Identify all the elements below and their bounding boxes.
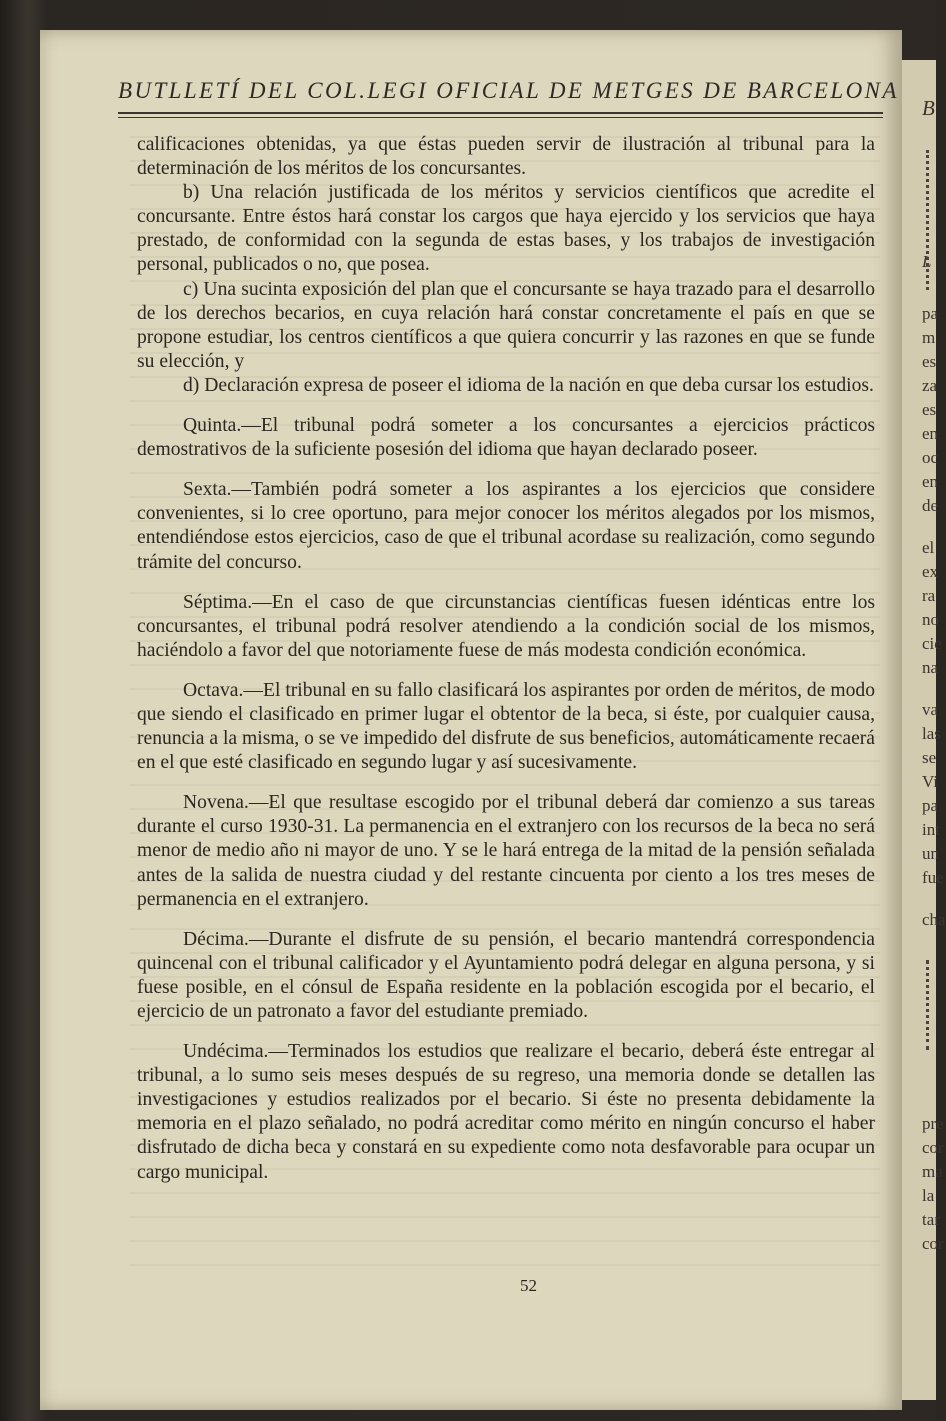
adjacent-page-fragment: ex <box>922 562 939 581</box>
paragraph-item-d: d) Declaración expresa de poseer el idioma de la nación en que deba cursar los estudios. <box>183 374 874 396</box>
paragraph-novena: Novena.—El que resultase escogido por el tribunal deberá dar comienzo a sus tareas durante el curso 1930-31. La permanencia en el extranjero con los recursos de la beca no será menor de medio año ni mayor de uno. Y se le hará entrega de la mitad de la pensión señalada antes de la salida de nuestra ciudad y del restante cincuenta por ciento a los tres meses de permanencia en el extranjero. <box>137 792 875 910</box>
paragraph-octava: Octava.—El tribunal en su fallo clasificará los aspirantes por orden de méritos, de modo que siendo el clasificado en primer lugar el obtentor de la beca, si éste, por cualquier causa, renuncia a la misma, o se ve impedido del disfrute de sus beneficios, automáticamente recaerá en el que esté clasificado en segundo lugar y así sucesivamente. <box>137 679 875 774</box>
adjacent-page-fragment: las <box>922 724 941 743</box>
paragraph-sexta: Sexta.—También podrá someter a los aspirantes a los ejercicios que considere convenientes, si lo cree oportuno, para mejor conocer los méritos alegados por los mismos, entendiéndose estos ejercicios, caso de que el tribunal acordase su realización, como segundo trámite del concurso. <box>137 479 875 573</box>
header-rule-thin <box>118 117 883 118</box>
paragraph-undecima: Undécima.—Terminados los estudios que realizare el becario, deberá éste entregar al tribunal, a lo sumo seis meses después de su regreso, una memoria donde se detallen las investigaciones y estudios realizados por el becario. Si éste no presenta debidamente la memoria en el plazo señalado, no podrá acreditar como mérito en ningún concurso el haber disfrutado de dicha beca y constará en su expediente como nota desfavorable para ocupar un cargo municipal. <box>137 1041 875 1183</box>
adjacent-page-fragment: fue <box>922 868 944 887</box>
paragraph-decima: Décima.—Durante el disfrute de su pensión, el becario mantendrá correspondencia quincenal con el tribunal calificador y el Ayuntamiento podrá delegar en alguna persona, y si fuese posible, en el cónsul de España residente en la población escogida por el becario, el ejercicio de un patronato a favor del estudiante premiado. <box>137 928 875 1022</box>
adjacent-page-fragment: pa <box>922 796 939 815</box>
adjacent-page-fragment: ra <box>922 586 936 605</box>
adjacent-page-fragment: va <box>922 700 939 719</box>
adjacent-page-fragment: cha <box>922 910 946 929</box>
adjacent-page-fragment: ma <box>922 1162 943 1181</box>
adjacent-page-fragment: cor <box>922 1138 944 1157</box>
adjacent-page-fragment: no <box>922 610 939 629</box>
adjacent-page-fragment: el <box>922 538 935 557</box>
adjacent-page-fragment: la <box>922 1186 935 1205</box>
adjacent-page-fragment: pre <box>922 1114 944 1133</box>
adjacent-page-fragment: B <box>922 96 935 120</box>
paragraph-continuation: calificaciones obtenidas, ya que éstas pueden servir de ilustración al tribunal para la determinación de los méritos de los concursantes. <box>137 134 875 180</box>
page-number: 52 <box>520 1276 537 1295</box>
adjacent-page-fragment: en <box>922 424 939 443</box>
adjacent-page-fragment: oc <box>922 448 939 467</box>
adjacent-page-border <box>926 960 937 1050</box>
running-header: BUTLLETÍ DEL COL.LEGI OFICIAL DE METGES DE BARCELONA <box>118 78 899 103</box>
adjacent-page-fragment: se <box>922 748 937 767</box>
adjacent-page-fragment: Vi <box>922 772 938 791</box>
adjacent-page-fragment: int <box>922 820 940 839</box>
paragraph-quinta: Quinta.—El tribunal podrá someter a los concursantes a ejercicios prácticos demostrativos de la suficiente posesión del idioma que hayan declarado poseer. <box>137 415 875 461</box>
adjacent-page-fragment: cor <box>922 1234 944 1253</box>
adjacent-page-fragment: de <box>922 496 939 515</box>
adjacent-page-fragment: m <box>922 328 936 347</box>
adjacent-page-fragment: na <box>922 658 939 677</box>
adjacent-page-fragment: es <box>922 400 937 419</box>
adjacent-page-fragment: un <box>922 844 939 863</box>
article-body <box>137 133 875 1185</box>
adjacent-page-fragment: za <box>922 376 938 395</box>
paragraph-septima: Séptima.—En el caso de que circunstancias científicas fuesen idénticas entre los concursantes, el tribunal podrá resolver atendiendo a la condición social de los mismos, haciéndolo a favor del que notoriamente fuese de más modesta condición económica. <box>137 591 875 661</box>
adjacent-page-fragment: en <box>922 472 939 491</box>
paragraph-item-b: b) Una relación justificada de los méritos y servicios científicos que acredite el concursante. Entre éstos hará constar los cargos que haya ejercido y los servicios que haya prestado, de conformidad con la segunda de estas bases, y los trabajos de investigación personal, publicados o no, que posea. <box>137 182 875 276</box>
adjacent-page-fragment: tar <box>922 1210 940 1229</box>
adjacent-page-fragment: es <box>922 352 937 371</box>
adjacent-page-fragment: cie <box>922 634 942 653</box>
header-rule <box>118 112 883 114</box>
adjacent-page-fragment: L <box>922 252 932 271</box>
paragraph-item-c: c) Una sucinta exposición del plan que el concursante se haya trazado para el desarrollo de los derechos becarios, en cuya relación hará constar concretamente el país en que se propone estudiar, los centros científicos a que quiera concurrir y las razones en que se funde su elección, y <box>137 278 875 372</box>
adjacent-page-fragment: pa <box>922 304 939 323</box>
adjacent-page-edge <box>902 60 946 1400</box>
